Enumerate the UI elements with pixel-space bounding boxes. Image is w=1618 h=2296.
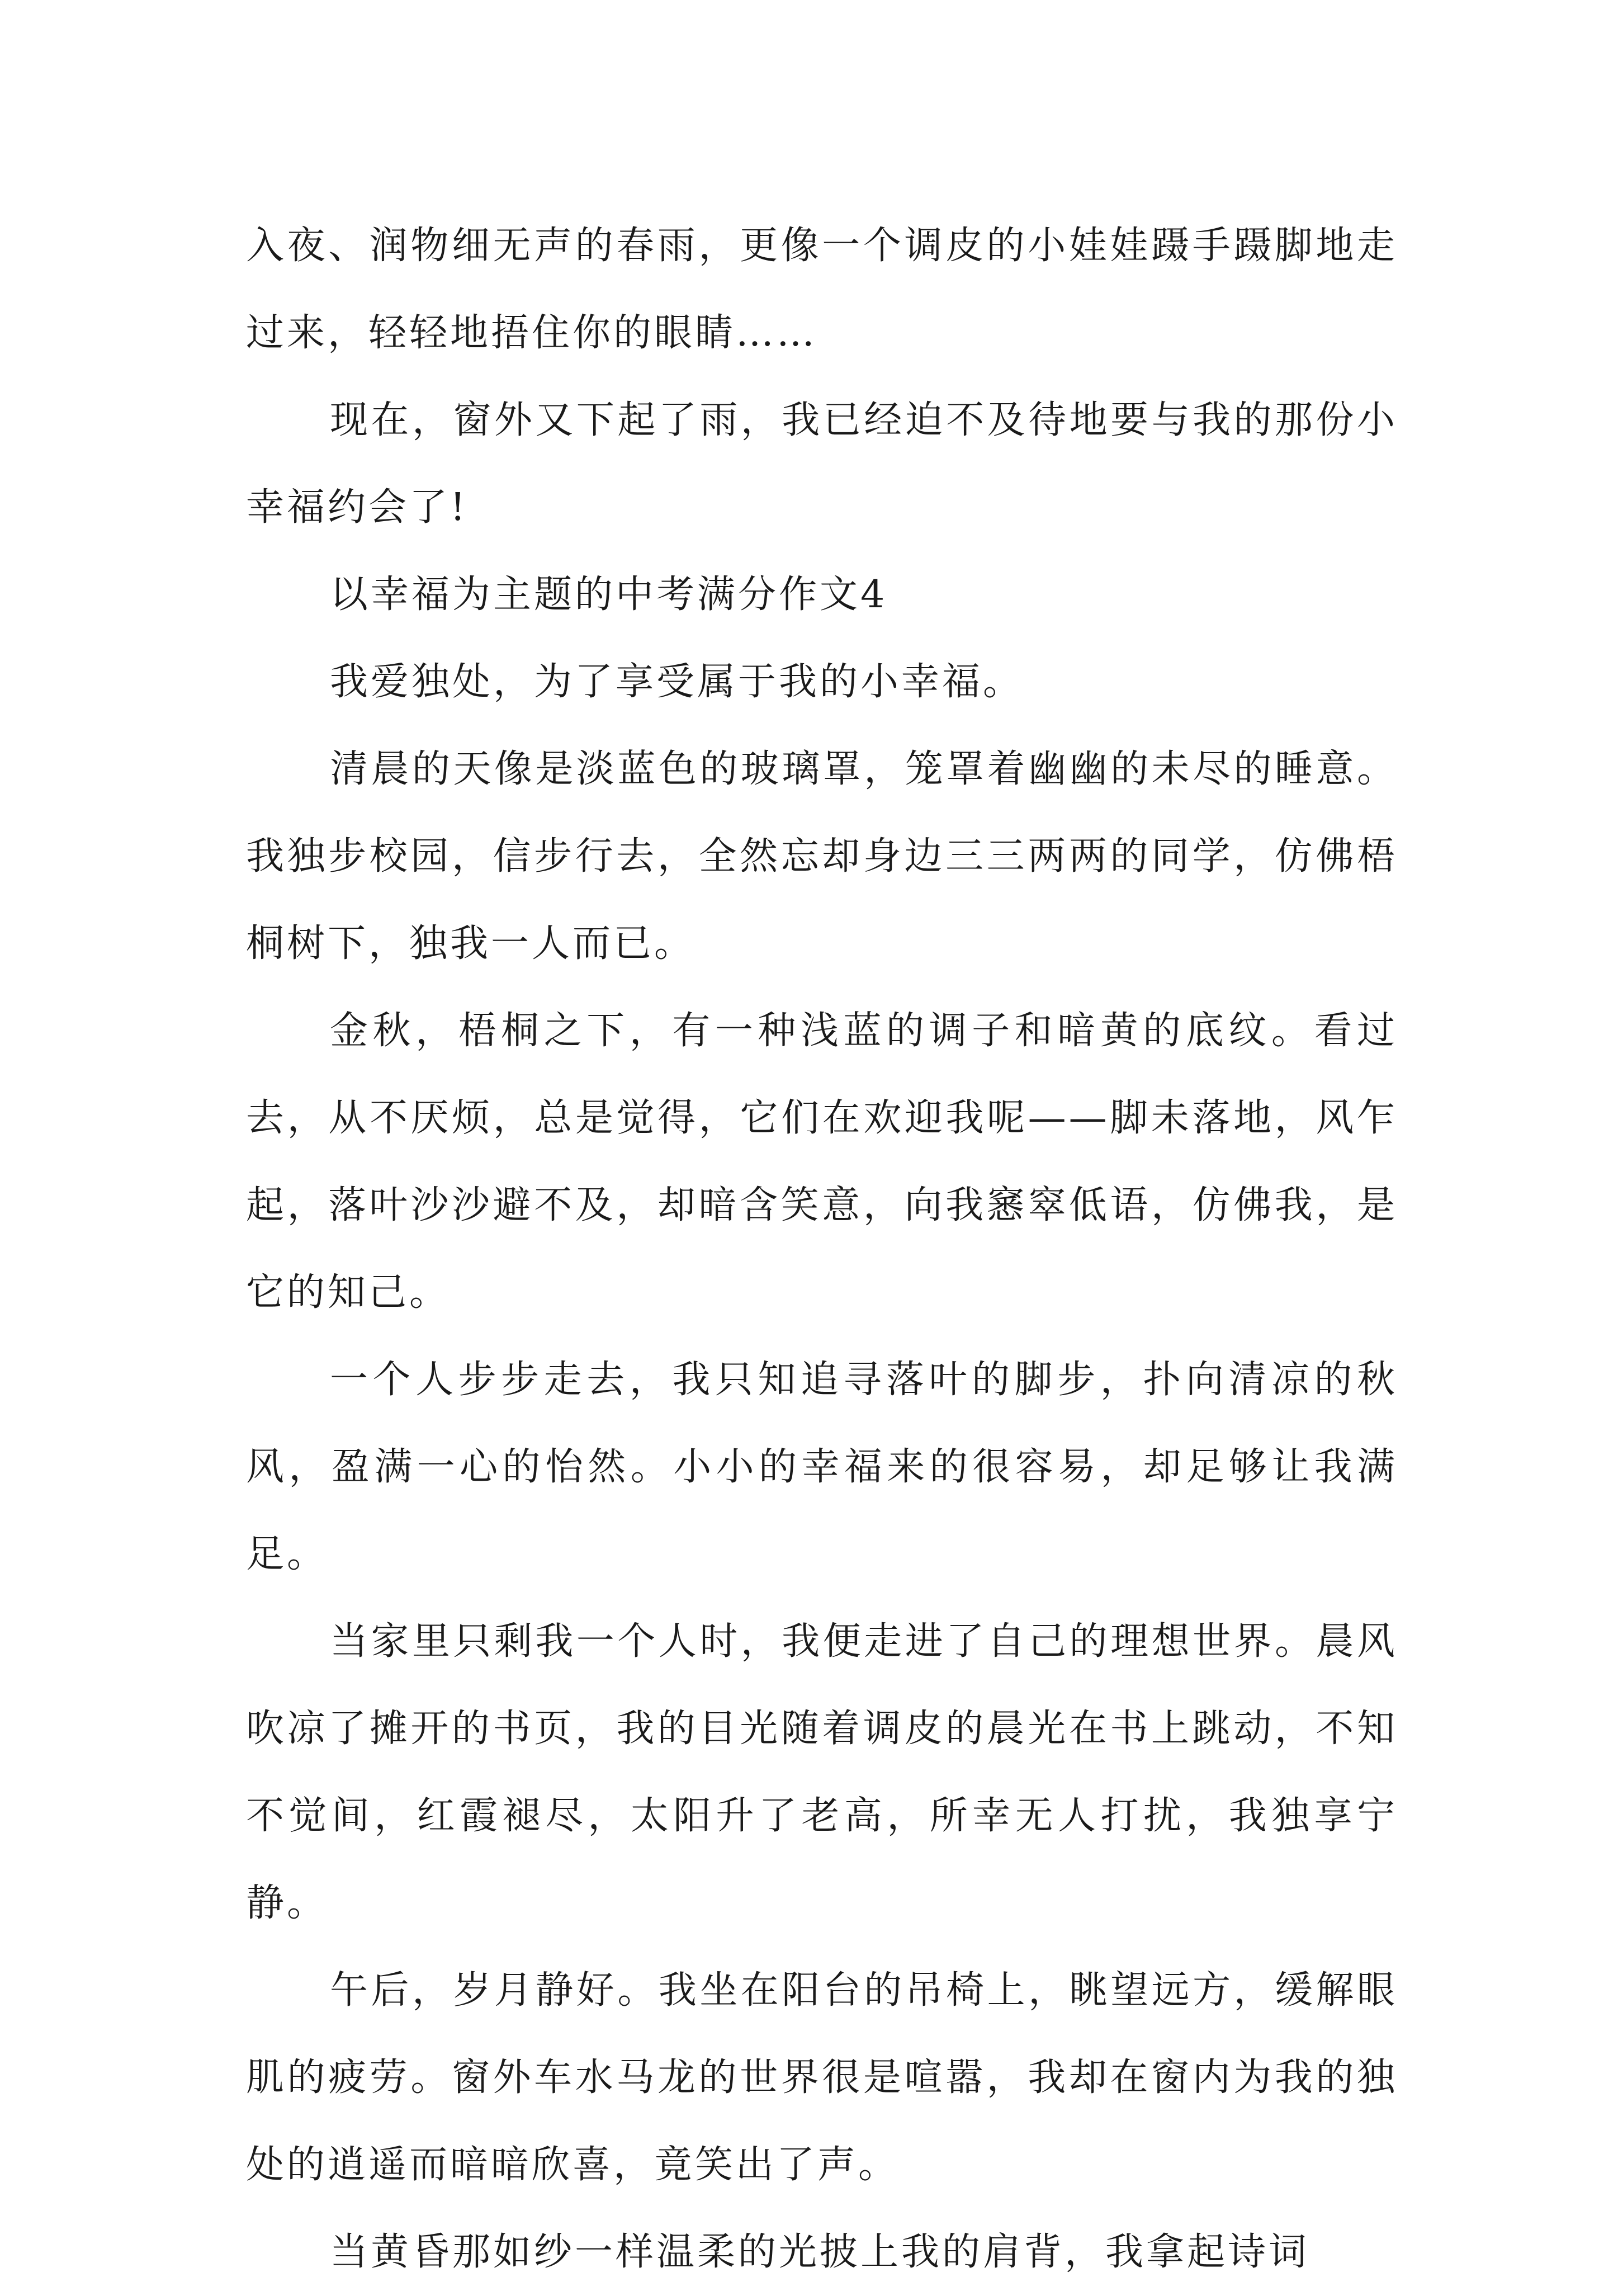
paragraph: 清晨的天像是淡蓝色的玻璃罩，笼罩着幽幽的未尽的睡意。我独步校园，信步行去，全然忘却身边三三两两的同学，仿佛梧桐树下，独我一人而已。 — [246, 747, 1398, 966]
paragraph: 午后，岁月静好。我坐在阳台的吊椅上，眺望远方，缓解眼肌的疲劳。窗外车水马龙的世界很是喧嚣，我却在窗内为我的独处的逍遥而暗暗欣喜，竟笑出了声。 — [246, 1968, 1398, 2187]
paragraph: 我爱独处，为了享受属于我的小幸福。 — [330, 660, 1024, 704]
paragraph: 当黄昏那如纱一样温柔的光披上我的肩背，我拿起诗词 — [330, 2230, 1310, 2274]
paragraph: 当家里只剩我一个人时，我便走进了自己的理想世界。晨风吹凉了摊开的书页，我的目光随着调皮的晨光在书上跳动，不知不觉间，红霞褪尽，太阳升了老高，所幸无人打扰，我独享宁静。 — [246, 1619, 1398, 1925]
paragraph: 入夜、润物细无声的春雨，更像一个调皮的小娃娃蹑手蹑脚地走过来，轻轻地捂住你的眼睛…… — [246, 224, 1398, 355]
document-body — [246, 202, 1398, 2296]
paragraph: 金秋，梧桐之下，有一种浅蓝的调子和暗黄的底纹。看过去，从不厌烦，总是觉得，它们在欢迎我呢——脚未落地，风乍起，落叶沙沙避不及，却暗含笑意，向我窸窣低语，仿佛我，是它的知己。 — [246, 1009, 1398, 1315]
paragraph: 一个人步步走去，我只知追寻落叶的脚步，扑向清凉的秋风，盈满一心的怡然。小小的幸福来的很容易，却足够让我满足。 — [246, 1358, 1398, 1576]
paragraph: 现在，窗外又下起了雨，我已经迫不及待地要与我的那份小幸福约会了! — [246, 398, 1398, 530]
section-heading: 以幸福为主题的中考满分作文4 — [330, 573, 888, 617]
